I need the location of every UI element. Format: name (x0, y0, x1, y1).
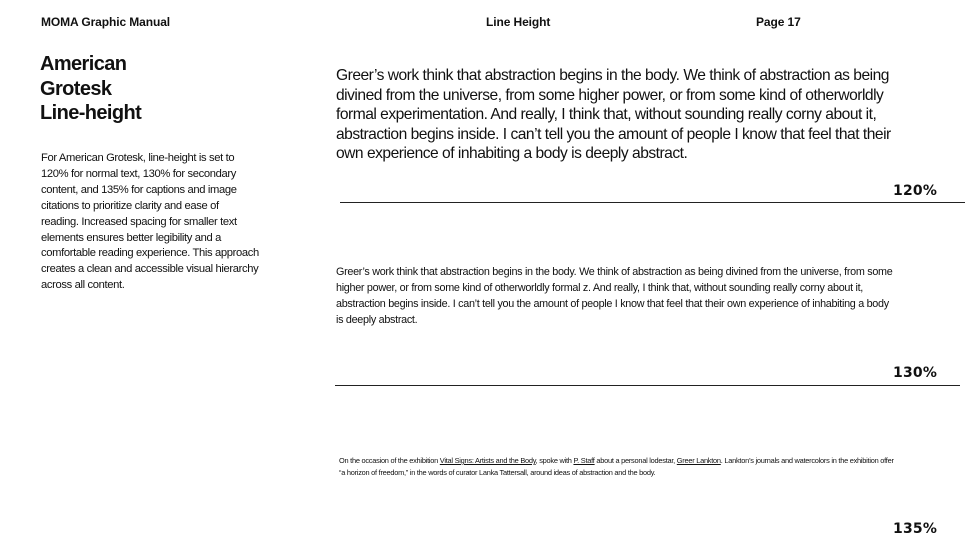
p-staff-link[interactable]: P. Staff (573, 456, 595, 465)
caption-text: On the occasion of the exhibition (339, 456, 440, 465)
sample-text-135 (339, 455, 899, 478)
page-title-line: American (40, 53, 127, 75)
greer-lankton-link[interactable]: Greer Lankton (676, 456, 721, 465)
page-title (40, 52, 240, 126)
line-height-label-120: 120% (893, 183, 938, 199)
sample-text-130: Greer’s work think that abstraction begins in the body. We think of abstraction as being divined from the universe, from some higher power, or from some kind of otherworldly formal z. And really, I think that, without sounding really corny about it, abstraction begins inside. I can’t tell you the amount of people I know that feel that their own experience of inhabiting a body is deeply abstract. (336, 266, 893, 326)
line-height-label-135: 135% (893, 521, 938, 537)
page-number: Page 17 (756, 15, 801, 29)
section-title: Line Height (486, 15, 551, 29)
sample-text-120: Greer’s work think that abstraction begins in the body. We think of abstraction as being divined from the universe, from some higher power, or from some kind of otherworldly formal experimentation. And really, I think that, without sounding really corny about it, abstraction begins inside. I can’t tell you the amount of people I know that feel that their own experience of inhabiting a body is deeply abstract. (336, 67, 891, 162)
page-title-line: Line-height (40, 102, 142, 124)
caption-text: about a personal lodestar, (594, 456, 677, 465)
description-paragraph: For American Grotesk, line-height is set to 120% for normal text, 130% for secondary content, and 135% for captions and image citations to prioritize clarity and ease of reading. Increased spacing for smaller text elements ensures better legibility and a comfortable reading experience. This approach creates a clean and accessible visual hierarchy across all content. (41, 152, 259, 292)
divider (340, 202, 965, 203)
exhibition-link[interactable]: Vital Signs: Artists and the Body (439, 456, 536, 465)
page-title-line: Grotesk (40, 77, 112, 100)
caption-text: , spoke with (535, 456, 574, 465)
caption-text: . Lankton’s journals and watercolors in the exhibition offer “a horizon of freedom,” in the words of curator Lanka Tattersall, around ideas of abstraction and the body. (339, 456, 894, 477)
divider (335, 385, 960, 386)
manual-title: MOMA Graphic Manual (41, 15, 170, 29)
line-height-label-130: 130% (893, 365, 938, 381)
